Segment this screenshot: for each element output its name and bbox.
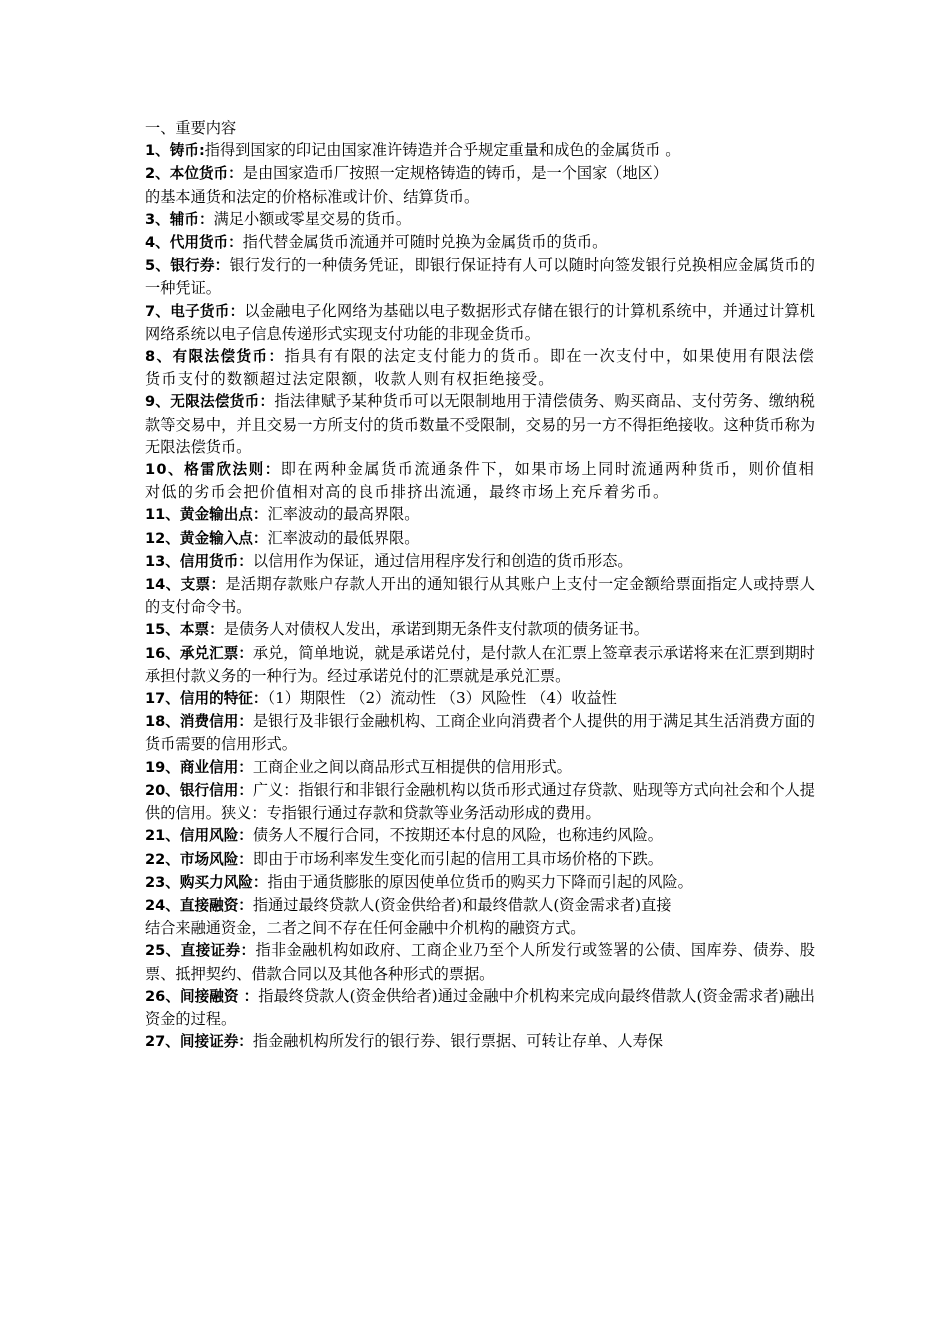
entry-term: 直接融资 [179, 896, 239, 914]
entry-definition: （1）期限性 （2）流动性 （3）风险性 （4）收益性 [267, 689, 617, 708]
entry-term: 本位货币 [169, 165, 229, 183]
definition-entry [145, 687, 815, 710]
entry-definition: 指具有有限的法定支付能力的货币。即在一次支付中，如果使用有限法偿货币支付的数额超过法定限额，收款人则有权拒绝接受。 [145, 347, 816, 389]
entry-term: 市场风险 [179, 850, 239, 868]
entry-separator: ： [243, 987, 259, 1005]
entry-term: 信用的特征 [179, 690, 253, 708]
entry-separator: ： [238, 827, 253, 845]
entry-separator: ： [238, 781, 253, 799]
entry-term: 支票 [180, 576, 211, 594]
entry-term: 间接证券 [179, 1033, 239, 1051]
entry-number: 22、 [145, 850, 180, 868]
entry-term: 购买力风险 [179, 873, 253, 891]
entry-definition: 汇率波动的最高界限。 [267, 505, 420, 524]
entry-separator: ： [238, 896, 253, 914]
entry-term: 格雷欣法则 [184, 461, 265, 479]
entry-definition: 债务人不履行合同，不按期还本付息的风险，也称违约风险。 [252, 826, 663, 845]
definition-entry [145, 756, 815, 779]
entry-number: 26、 [145, 987, 180, 1005]
entry-number: 2、 [145, 165, 170, 183]
entry-term: 银行信用 [179, 781, 239, 799]
entry-number: 16、 [145, 644, 180, 662]
entry-definition: 广义：指银行和非银行金融机构以货币形式通过存贷款、贴现等方式向社会和个人提供的信用。狭义：专指银行通过存款和贷款等业务活动形成的费用。 [145, 780, 815, 823]
entry-definition: 指法律赋予某种货币可以无限制地用于清偿债务、购买商品、支付劳务、缴纳税款等交易中，并且交易一方所支付的货币数量不受限制，交易的另一方不得拒绝接收。这种货币称为无限法偿货币。 [145, 392, 815, 456]
entry-number: 27、 [145, 1033, 180, 1051]
definition-entry [145, 573, 815, 618]
entry-number: 3、 [145, 210, 170, 228]
definition-entry [145, 618, 815, 641]
entry-definition: 指得到国家的印记由国家准许铸造并合乎规定重量和成色的金属货币 。 [204, 141, 681, 160]
definition-entry [145, 710, 815, 755]
definition-entry [145, 642, 815, 687]
entry-number: 25、 [145, 942, 181, 960]
entry-term: 承兑汇票 [179, 644, 239, 662]
entry-separator: ： [268, 348, 285, 366]
entry-number: 23、 [145, 873, 180, 891]
entry-definition: 指金融机构所发行的银行券、银行票据、可转让存单、人寿保 [252, 1032, 663, 1051]
entry-number: 21、 [145, 827, 180, 845]
entry-definition: 承兑，简单地说，就是承诺兑付，是付款人在汇票上签章表示承诺将来在汇票到期时承担付款义务的一种行为。经过承诺兑付的汇票就是承兑汇票。 [145, 643, 815, 685]
entry-number: 8、 [145, 348, 173, 366]
entry-term: 信用风险 [179, 827, 239, 845]
entry-number: 14、 [145, 576, 181, 594]
entry-separator: ： [238, 850, 253, 868]
entry-definition: 满足小额或零星交易的货币。 [213, 209, 411, 228]
entry-definition: 以金融电子化网络为基础以电子数据形式存储在银行的计算机系统中，并通过计算机网络系统以电子信息传递形式实现支付功能的非现金货币。 [145, 301, 815, 343]
entry-number: 19、 [145, 758, 180, 776]
entry-definition-continued: 的基本通货和法定的价格标准或计价、结算货币。 [145, 187, 480, 206]
entry-term: 辅币 [169, 210, 199, 228]
entry-separator: ： [238, 644, 253, 662]
definition-entry [145, 939, 815, 984]
entry-number: 10、 [145, 461, 185, 479]
definition-entry [145, 894, 815, 939]
entry-definition: 指代替金属货币流通并可随时兑换为金属货币的货币。 [242, 233, 608, 252]
entry-definition: 指最终贷款人(资金供给者)通过金融中介机构来完成向最终借款人(资金需求者)融出资金的过程。 [145, 986, 815, 1028]
entry-separator: ： [238, 713, 253, 731]
entry-number: 15、 [145, 621, 180, 639]
definition-entry [145, 208, 815, 231]
entry-term: 代用货币 [169, 234, 229, 252]
entry-number: 4、 [145, 234, 170, 252]
definition-entry [145, 985, 815, 1030]
definition-entry [145, 1030, 815, 1053]
entry-number: 9、 [145, 393, 171, 411]
entry-separator: ： [252, 529, 268, 547]
entry-number: 17、 [145, 690, 180, 708]
definition-entry [145, 231, 815, 254]
entry-term: 铸币 [169, 142, 199, 160]
entry-separator: ： [214, 257, 230, 275]
entry-term: 本票 [179, 621, 210, 639]
entry-number: 5、 [145, 257, 171, 275]
entry-term: 直接证券 [180, 942, 241, 960]
entry-separator: ： [240, 942, 256, 960]
definition-entry [145, 527, 815, 550]
definition-list [145, 139, 815, 1053]
definition-entry [145, 779, 815, 824]
entry-number: 18、 [145, 713, 180, 731]
definition-entry [145, 300, 815, 345]
entry-definition: 是由国家造币厂按照一定规格铸造的铸币，是一个国家（地区） [242, 164, 668, 183]
document-page [145, 117, 815, 1053]
entry-separator: ： [252, 873, 268, 891]
entry-definition: 是银行及非银行金融机构、工商企业向消费者个人提供的用于满足其生活消费方面的货币需要的信用形式。 [145, 712, 815, 754]
entry-number: 20、 [145, 781, 180, 799]
definition-entry [145, 139, 815, 162]
entry-number: 11、 [145, 506, 180, 524]
entry-definition: 指由于通货膨胀的原因使单位货币的购买力下降而引起的风险。 [267, 872, 693, 891]
entry-term: 银行券 [170, 257, 215, 275]
definition-entry [145, 848, 815, 871]
entry-definition: 指通过最终贷款人(资金供给者)和最终借款人(资金需求者)直接 [252, 895, 672, 914]
entry-term: 电子货币 [170, 302, 230, 320]
definition-entry [145, 871, 815, 894]
definition-entry [145, 503, 815, 526]
entry-separator: ： [252, 506, 268, 524]
section-heading: 一、重要内容 [145, 119, 237, 137]
entry-definition: 工商企业之间以商品形式互相提供的信用形式。 [252, 757, 572, 776]
entry-definition: 以信用作为保证，通过信用程序发行和创造的货币形态。 [252, 551, 633, 570]
definition-entry [145, 550, 815, 573]
entry-number: 12、 [145, 529, 180, 547]
entry-term: 商业信用 [179, 758, 239, 776]
entry-definition: 是活期存款账户存款人开出的通知银行从其账户上支付一定金额给票面指定人或持票人的支付命令书。 [145, 575, 815, 617]
definition-entry [145, 824, 815, 847]
entry-number: 1、 [145, 142, 170, 160]
entry-separator: ： [238, 1033, 253, 1051]
entry-separator: ： [198, 210, 214, 228]
entry-separator: ： [209, 621, 224, 639]
entry-term: 间接融资 [179, 987, 244, 1005]
entry-definition: 银行发行的一种债务凭证，即银行保证持有人可以随时向签发银行兑换相应金属货币的一种凭证。 [145, 256, 815, 298]
entry-separator: ： [210, 576, 226, 594]
entry-number: 7、 [145, 302, 171, 320]
entry-term: 有限法偿货币 [172, 348, 269, 366]
definition-entry [145, 390, 815, 458]
entry-term: 黄金输入点 [179, 529, 253, 547]
entry-separator: ： [264, 461, 281, 479]
entry-number: 24、 [145, 896, 180, 914]
entry-separator: ： [229, 302, 245, 320]
definition-entry [145, 345, 815, 390]
entry-separator: ： [238, 758, 253, 776]
definition-entry [145, 254, 815, 299]
entry-definition: 即由于市场利率发生变化而引起的信用工具市场价格的下跌。 [252, 849, 663, 868]
entry-definition: 是债务人对债权人发出，承诺到期无条件支付款项的债务证书。 [223, 620, 649, 639]
entry-separator: ： [228, 165, 243, 183]
entry-separator: ： [259, 393, 275, 411]
entry-separator: ： [252, 690, 268, 708]
entry-term: 无限法偿货币 [170, 393, 260, 411]
entry-term: 信用货币 [179, 552, 239, 570]
entry-definition: 汇率波动的最低界限。 [267, 528, 420, 547]
entry-definition: 指非金融机构如政府、工商企业乃至个人所发行或签署的公债、国库券、债券、股票、抵押契约、借款合同以及其他各种形式的票据。 [145, 941, 815, 983]
entry-term: 黄金输出点 [179, 506, 253, 524]
entry-definition: 即在两种金属货币流通条件下，如果市场上同时流通两种货币，则价值相对低的劣币会把价值相对高的良币排挤出流通，最终市场上充斥着劣币。 [145, 460, 815, 502]
entry-number: 13、 [145, 552, 180, 570]
entry-separator: : [198, 142, 205, 160]
entry-separator: ： [238, 552, 253, 570]
entry-separator: ： [228, 234, 243, 252]
entry-term: 消费信用 [179, 713, 239, 731]
definition-entry [145, 458, 815, 503]
entry-definition-continued: 结合来融通资金，二者之间不存在任何金融中介机构的融资方式。 [145, 919, 586, 938]
definition-entry [145, 162, 815, 207]
